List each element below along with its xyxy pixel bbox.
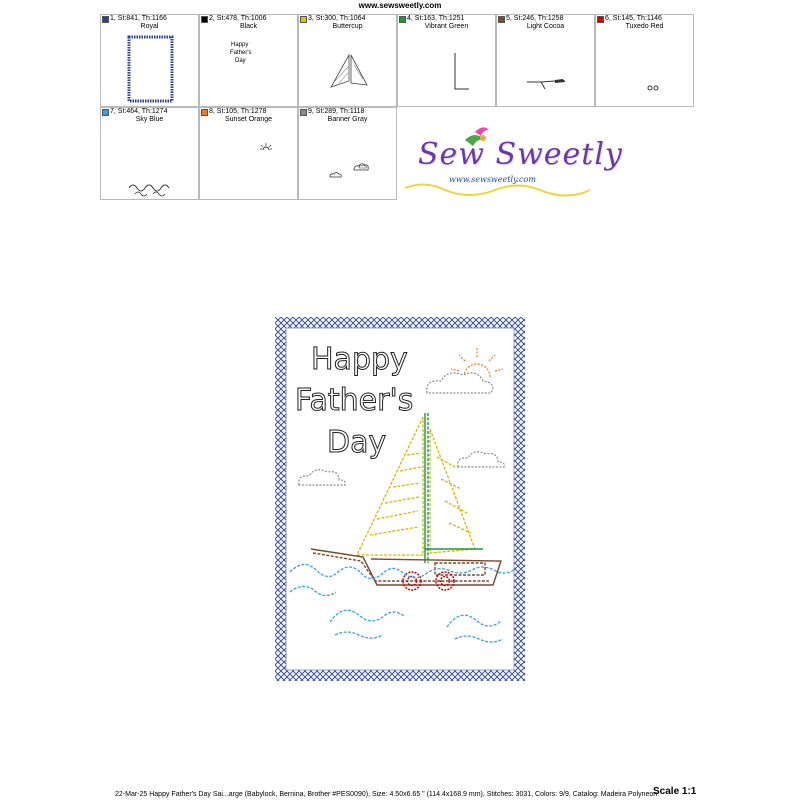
- design-title-line: Happy: [311, 342, 408, 377]
- border-frame-icon: [101, 15, 199, 107]
- waves-icon: [101, 108, 199, 200]
- color-stop-info: 4, St:163, Th:1251: [407, 15, 465, 22]
- clouds-icon: [299, 108, 397, 200]
- design-info-footer: 22-Mar-25 Happy Father's Day Sai...arge (Babylock, Bernina, Brother #PES0090), Size: 4.50x6.65 " (114.4x168.9 mm), Stitches: 3031, Colors: 9/9, Catalog: Madeira Polyneon: [115, 791, 658, 798]
- design-title-line: Father's: [295, 383, 414, 418]
- color-stop-name: Banner Gray: [327, 116, 368, 123]
- color-stop-name: Black: [239, 23, 258, 30]
- waves-icon: [290, 564, 514, 642]
- color-stop-cell-9: [298, 107, 397, 200]
- color-stop-info: 3, St:300, Th:1064: [308, 15, 366, 22]
- color-stop-cell-1: [100, 14, 199, 107]
- color-stop-info: 2, St:478, Th:1006: [209, 15, 267, 22]
- mast-icon: [425, 413, 483, 563]
- color-stop-name: Tuxedo Red: [625, 23, 664, 30]
- logo-url: www.sewsweetly.com: [449, 175, 536, 184]
- mast-icon: [398, 15, 496, 107]
- life-rings-icon: [596, 15, 694, 107]
- color-stop-info: 5, St:246, Th:1258: [506, 15, 564, 22]
- design-title-line: Day: [327, 425, 387, 460]
- color-stop-cell-3: [298, 14, 397, 107]
- color-stop-name: Sunset Orange: [224, 116, 273, 123]
- color-stop-info: 7, St:464, Th:1274: [110, 108, 168, 115]
- text-lettering-icon: [200, 15, 298, 107]
- color-stop-cell-4: [397, 14, 496, 107]
- sun-icon: [451, 347, 503, 377]
- color-stop-grid: [100, 14, 698, 200]
- embroidery-design: [275, 317, 525, 681]
- hull-icon: [311, 549, 501, 585]
- color-stop-cell-6: [595, 14, 694, 107]
- color-stop-info: 8, St:105, Th:1278: [209, 108, 267, 115]
- color-stop-cell-8: [199, 107, 298, 200]
- color-stop-cell-2: [199, 14, 298, 107]
- thumb-text-line: Day: [235, 58, 246, 64]
- scale-label: Scale 1:1: [653, 786, 697, 797]
- color-stop-name: Buttercup: [332, 23, 363, 30]
- color-stop-cell-5: [496, 14, 595, 107]
- color-stop-name: Vibrant Green: [424, 23, 469, 30]
- sail-icon: [299, 15, 397, 107]
- thumb-text-line: Happy: [231, 42, 249, 48]
- sun-icon: [200, 108, 298, 200]
- color-stop-name: Light Cocoa: [526, 23, 565, 30]
- site-url: www.sewsweetly.com: [358, 1, 442, 10]
- thumb-text-line: Father's: [230, 50, 252, 56]
- color-stop-name: Royal: [140, 23, 159, 30]
- color-stop-name: Sky Blue: [135, 116, 164, 123]
- color-stop-cell-7: [100, 107, 199, 200]
- color-stop-info: 6, St:145, Th:1146: [605, 15, 662, 22]
- logo-text: Sew Sweetly: [418, 137, 623, 172]
- hull-icon: [497, 15, 595, 107]
- color-stop-info: 9, St:289, Th:1118: [308, 108, 365, 115]
- color-stop-info: 1, St:841, Th:1166: [110, 15, 167, 22]
